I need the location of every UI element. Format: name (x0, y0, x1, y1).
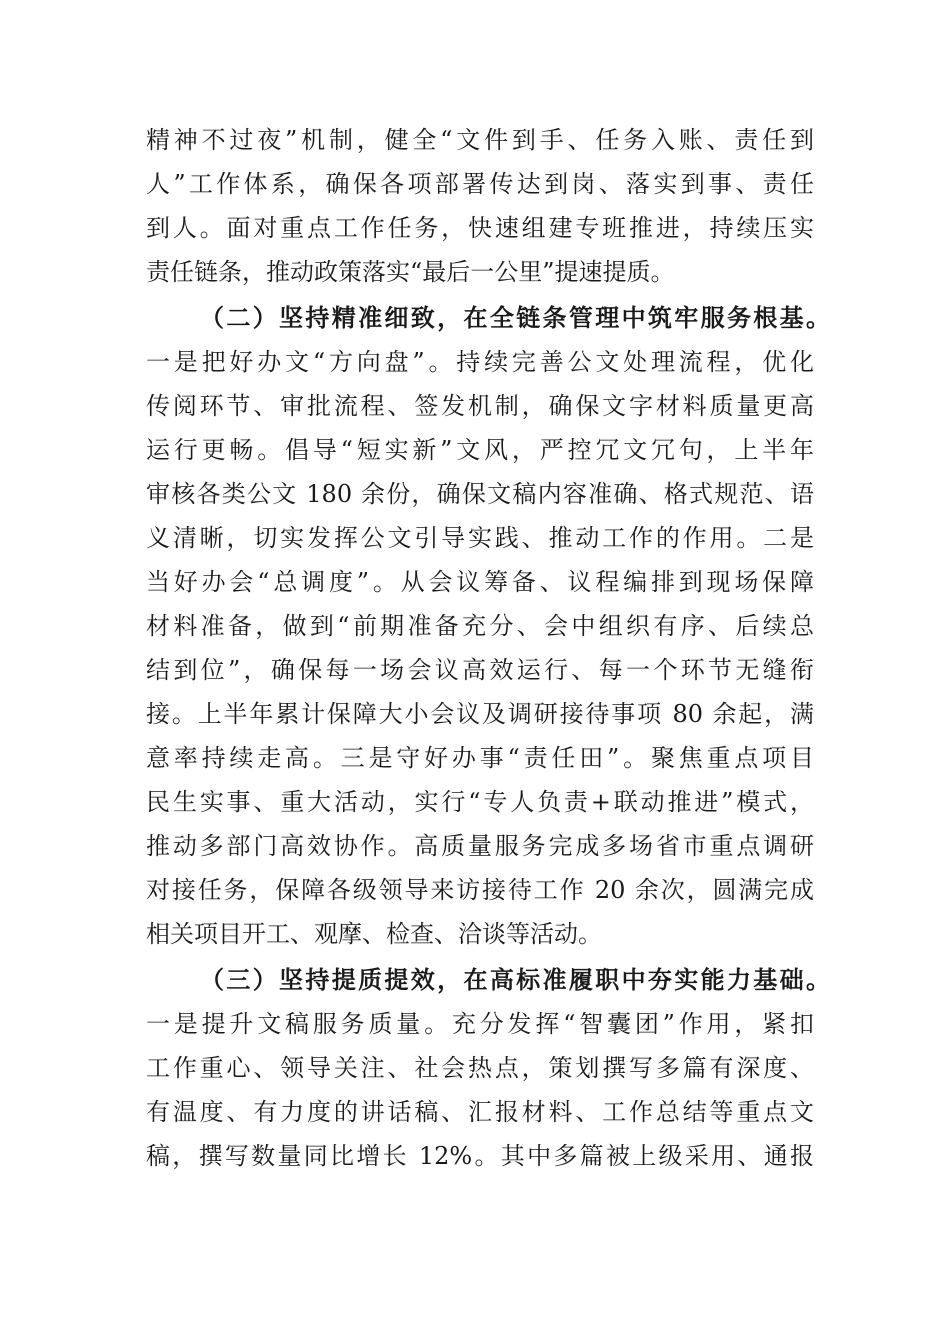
text-line: 责任链条，推动政策落实“最后一公里”提速提质。 (146, 258, 675, 286)
text-line: 接。上半年累计保障大小会议及调研接待事项 80 余起，满 (146, 700, 814, 728)
text-line: 结到位”，确保每一场会议高效运行、每一个环节无缝衔 (146, 656, 814, 684)
text-line: 有温度、有力度的讲话稿、汇报材料、工作总结等重点文 (146, 1098, 814, 1126)
text-line: 工作重心、领导关注、社会热点，策划撰写多篇有深度、 (146, 1054, 814, 1082)
text-line: 到人。面对重点工作任务，快速组建专班推进，持续压实 (146, 214, 814, 242)
text-line: 民生实事、重大活动，实行“专人负责+联动推进”模式， (146, 788, 814, 816)
text-line: 推动多部门高效协作。高质量服务完成多场省市重点调研 (146, 832, 814, 860)
text-line: 对接任务，保障各级领导来访接待工作 20 余次，圆满完成 (146, 876, 814, 904)
text-line: 一是提升文稿服务质量。充分发挥“智囊团”作用，紧扣 (146, 1010, 814, 1038)
text-line: 精神不过夜”机制，健全“文件到手、任务入账、责任到 (146, 126, 814, 154)
text-line: 意率持续走高。三是守好办事“责任田”。聚焦重点项目 (146, 744, 814, 772)
text-line: 运行更畅。倡导“短实新”文风，严控冗文冗句，上半年 (146, 436, 814, 464)
text-line: 相关项目开工、观摩、检查、洽谈等活动。 (146, 920, 602, 948)
section-heading: （二）坚持精准细致，在全链条管理中筑牢服务根基。 (200, 303, 830, 332)
text-line: 一是把好办文“方向盘”。持续完善公文处理流程，优化 (146, 348, 814, 376)
text-line: 稿，撰写数量同比增长 12%。其中多篇被上级采用、通报 (146, 1142, 814, 1170)
text-line: 材料准备，做到“前期准备充分、会中组织有序、后续总 (146, 612, 814, 640)
section-heading: （三）坚持提质提效，在高标准履职中夯实能力基础。 (200, 965, 830, 994)
text-line: 人”工作体系，确保各项部署传达到岗、落实到事、责任 (146, 170, 814, 198)
text-line: 审核各类公文 180 余份，确保文稿内容准确、格式规范、语 (146, 480, 814, 508)
text-line: 当好办会“总调度”。从会议筹备、议程编排到现场保障 (146, 568, 814, 596)
text-line: 义清晰，切实发挥公文引导实践、推动工作的作用。二是 (146, 524, 814, 552)
text-line: 传阅环节、审批流程、签发机制，确保文字材料质量更高 (146, 392, 814, 420)
